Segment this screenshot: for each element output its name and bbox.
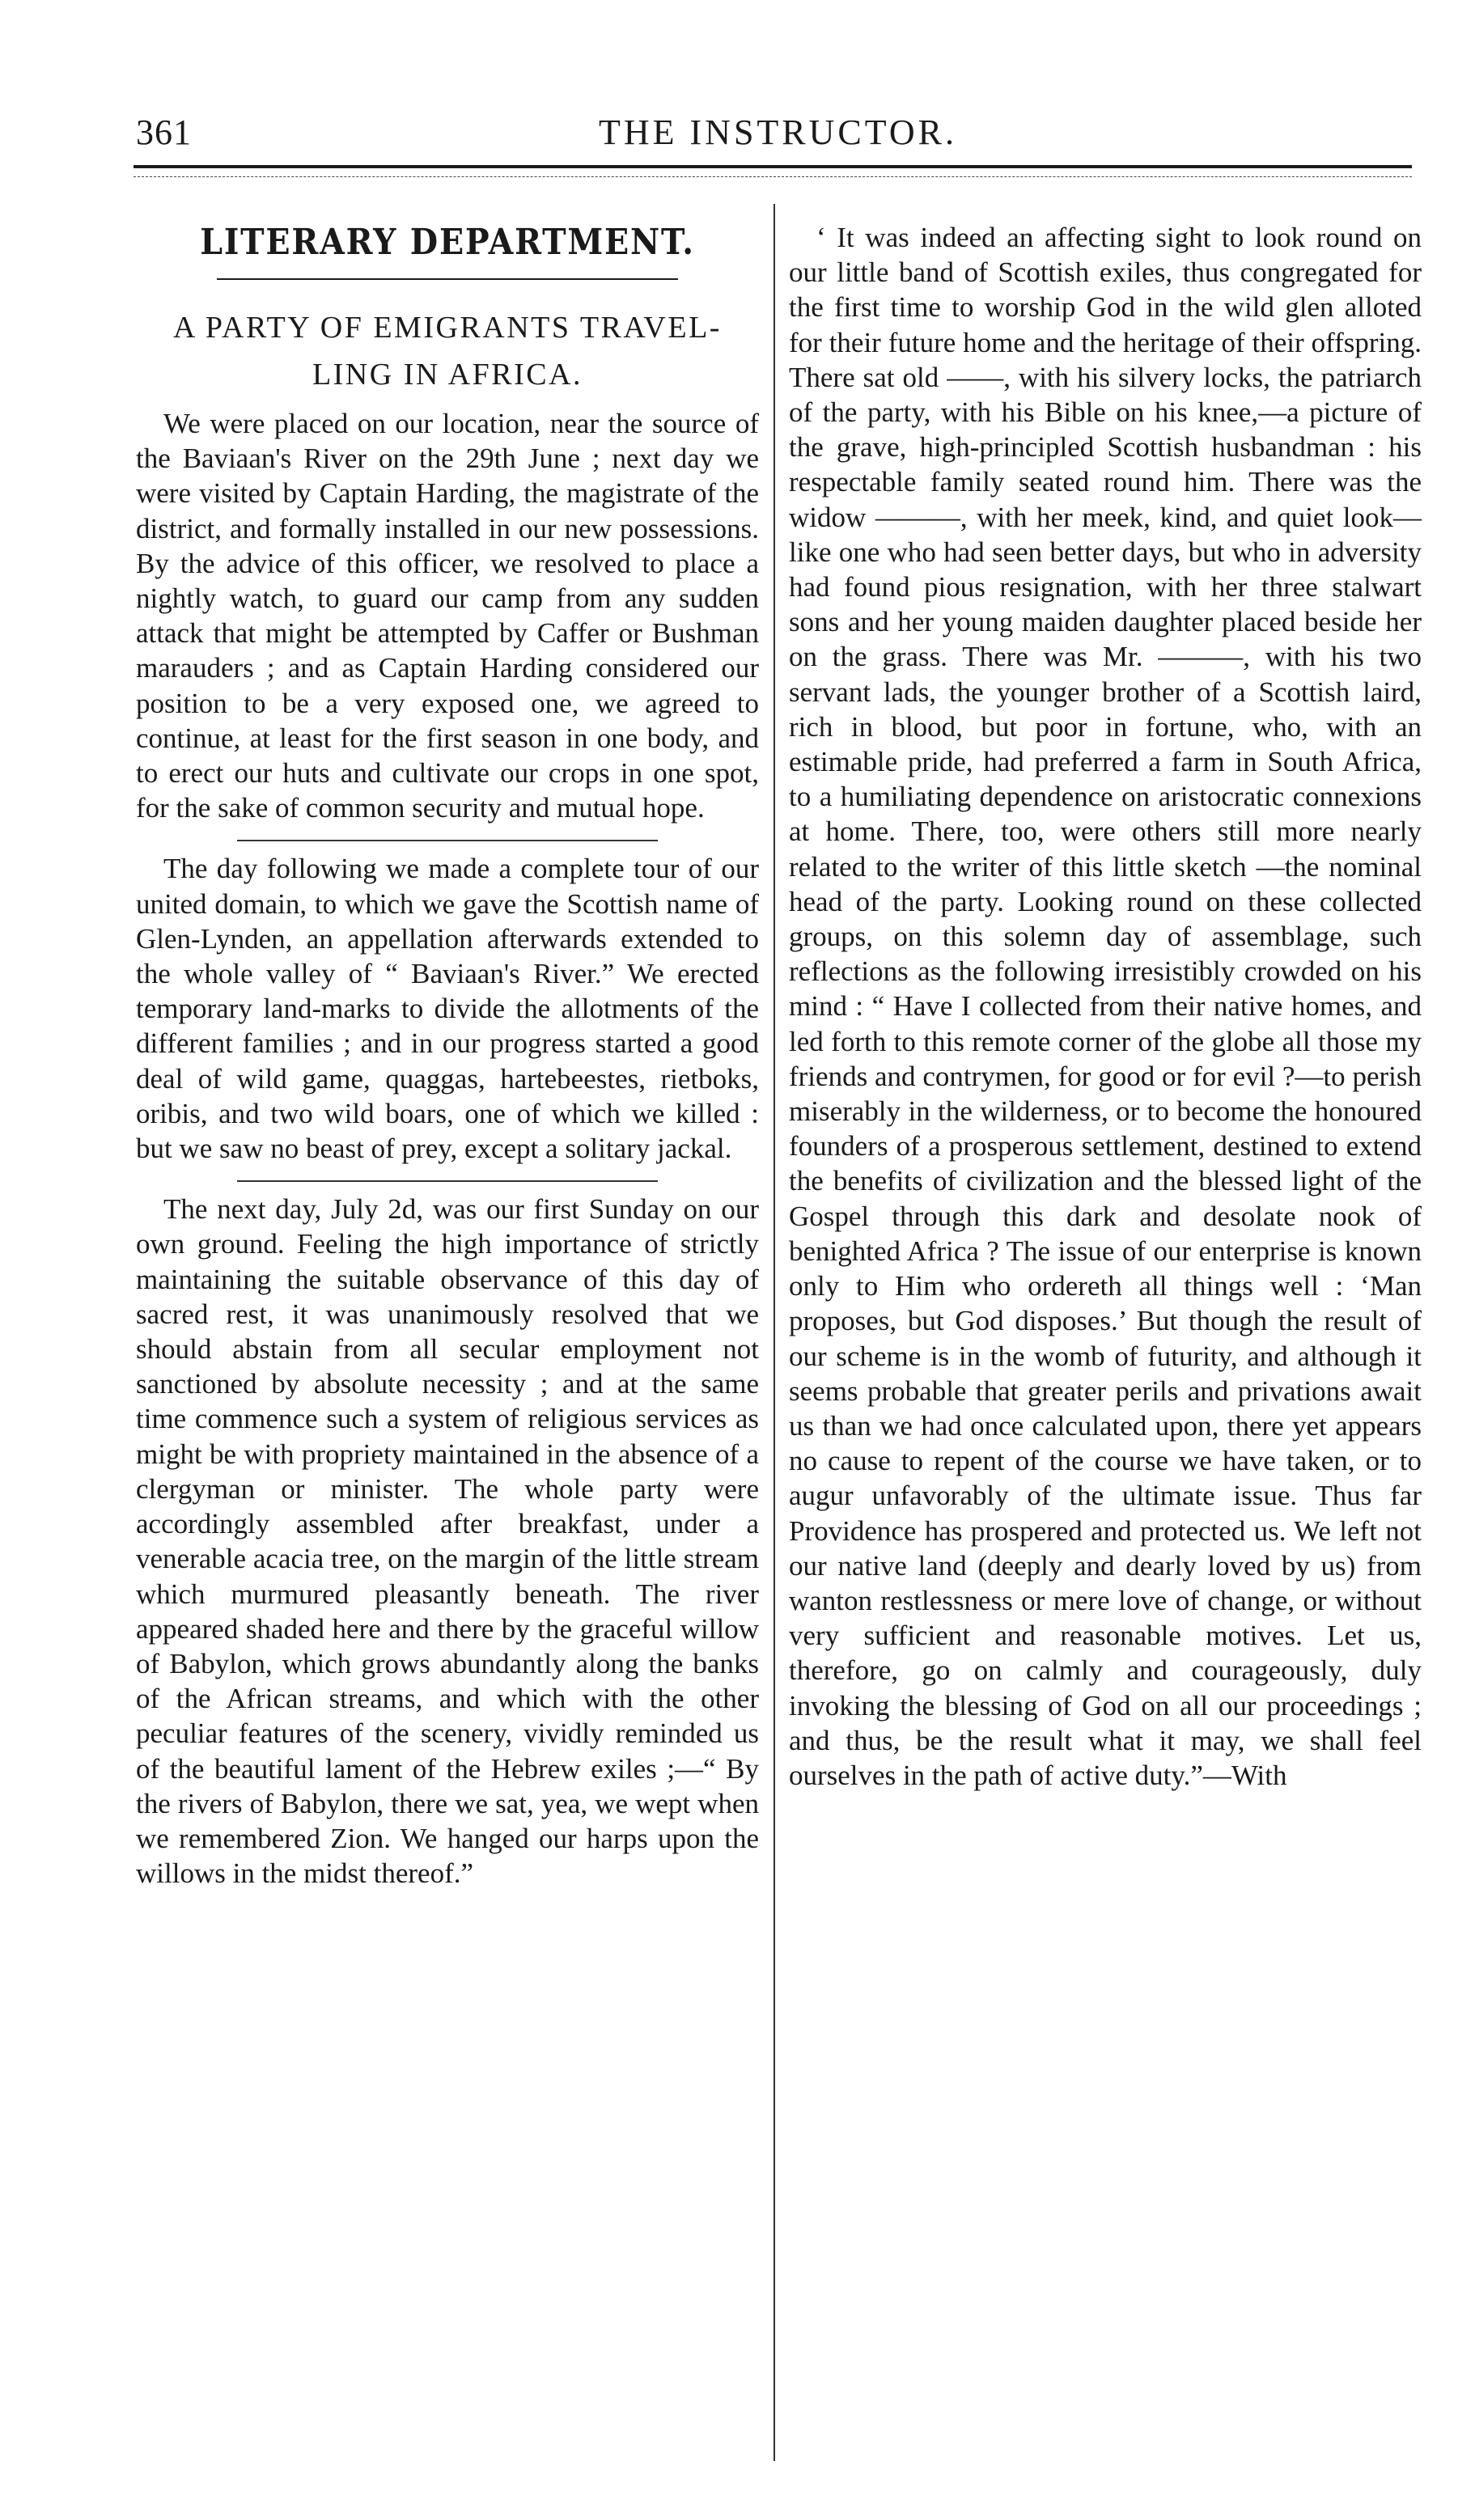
page-number: 361	[136, 112, 192, 152]
paragraph: The day following we made a complete tour of our united domain, to which we gave the Scottish name of Glen-Lynden, an appellation afterwards extended to the whole valley of “ Baviaan's River.” We erected temporary land-marks to divide the allotments of the different families ; and in our progress started a good deal of wild game, quaggas, hartebeestes, rietboks, oribis, and two wild boars, one of which we killed : but we saw no beast of prey, except a solitary jackal.	[136, 853, 759, 1165]
right-column	[789, 220, 1422, 1793]
heading-rule	[217, 278, 678, 280]
article-title-line: LING IN AFRICA.	[312, 358, 583, 392]
running-title: THE INSTRUCTOR.	[599, 112, 957, 152]
paragraph-rule	[237, 840, 658, 841]
paragraph-rule	[237, 1180, 658, 1182]
article-title-line: A PARTY OF EMIGRANTS TRAVEL-	[173, 311, 722, 345]
header-rule	[134, 165, 1412, 168]
column-divider	[774, 204, 775, 2461]
left-column	[136, 220, 759, 1891]
department-heading: LITERARY DEPARTMENT.	[200, 222, 695, 263]
paragraph: The next day, July 2d, was our first Sunday on our own ground. Feeling the high importance of strictly maintaining the suitable observance of this day of sacred rest, it was unanimously resolved that we should abstain from all secular employment not sanctioned by absolute necessity ; and at the same time commence such a system of religious services as might be with propriety maintained in the absence of a clergyman or minister. The whole party were accordingly assembled after breakfast, under a venerable acacia tree, on the margin of the little stream which murmured pleasantly beneath. The river appeared shaded here and there by the graceful willow of Babylon, which grows abundantly along the banks of the African streams, and which with the other peculiar features of the scenery, vividly reminded us of the beautiful lament of the Hebrew exiles ;—“ By the rivers of Babylon, there we sat, yea, we wept when we remembered Zion. We hanged our harps upon the willows in the midst thereof.”	[136, 1193, 759, 1890]
article-title	[136, 304, 759, 398]
paragraph: ‘ It was indeed an affecting sight to look round on our little band of Scottish exiles, thus congregated for the first time to worship God in the wild glen alloted for their future home and the heritage of their offspring. There sat old ——, with his silvery locks, the patriarch of the party, with his Bible on his knee,—a picture of the grave, high-principled Scottish husbandman : his respectable family seated round him. There was the widow ———, with her meek, kind, and quiet look—like one who had seen better days, but who in adversity had found pious resignation, with her three stalwart sons and her young maiden daughter placed beside her on the grass. There was Mr. ———, with his two servant lads, the younger brother of a Scottish laird, rich in blood, but poor in fortune, who, with an estimable pride, had preferred a farm in South Africa, to a humiliating dependence on aristocratic connexions at home. There, too, were others still more nearly related to the writer of this little sketch —the nominal head of the party. Looking round on these collected groups, on this solemn day of assemblage, such reflections as the following irresistibly crowded on his mind : “ Have I collected from their native homes, and led forth to this remote corner of the globe all those my friends and contrymen, for good or for evil ?—to perish miserably in the wilderness, or to become the honoured founders of a prosperous settlement, destined to extend the benefits of civilization and the blessed light of the Gospel through this dark and desolate nook of benighted Africa ? The issue of our enterprise is known only to Him who ordereth all things well : ‘Man proposes, but God disposes.’ But though the result of our scheme is in the womb of futurity, and although it seems probable that greater perils and privations await us than we had once calculated upon, there yet appears no cause to repent of the course we have taken, or to augur unfavorably of the ultimate issue. Thus far Providence has prospered and protected us. We left not our native land (deeply and dearly loved by us) from wanton restlessness or mere love of change, or without very sufficient and reasonable motives. Let us, therefore, go on calmly and courageously, duly invoking the blessing of God on all our proceedings ; and thus, be the result what it may, we shall feel ourselves in the path of active duty.”—With	[789, 222, 1422, 1791]
header-rule-secondary	[134, 176, 1412, 177]
paragraph: We were placed on our location, near the source of the Baviaan's River on the 29th June ; next day we were visited by Captain Harding, the magistrate of the district, and formally installed in our new possessions. By the advice of this officer, we resolved to place a nightly watch, to guard our camp from any sudden attack that might be attempted by Caffer or Bushman marauders ; and as Captain Harding considered our position to be a very exposed one, we agreed to continue, at least for the first season in one body, and to erect our huts and cultivate our crops in one spot, for the sake of common security and mutual hope.	[136, 408, 759, 824]
